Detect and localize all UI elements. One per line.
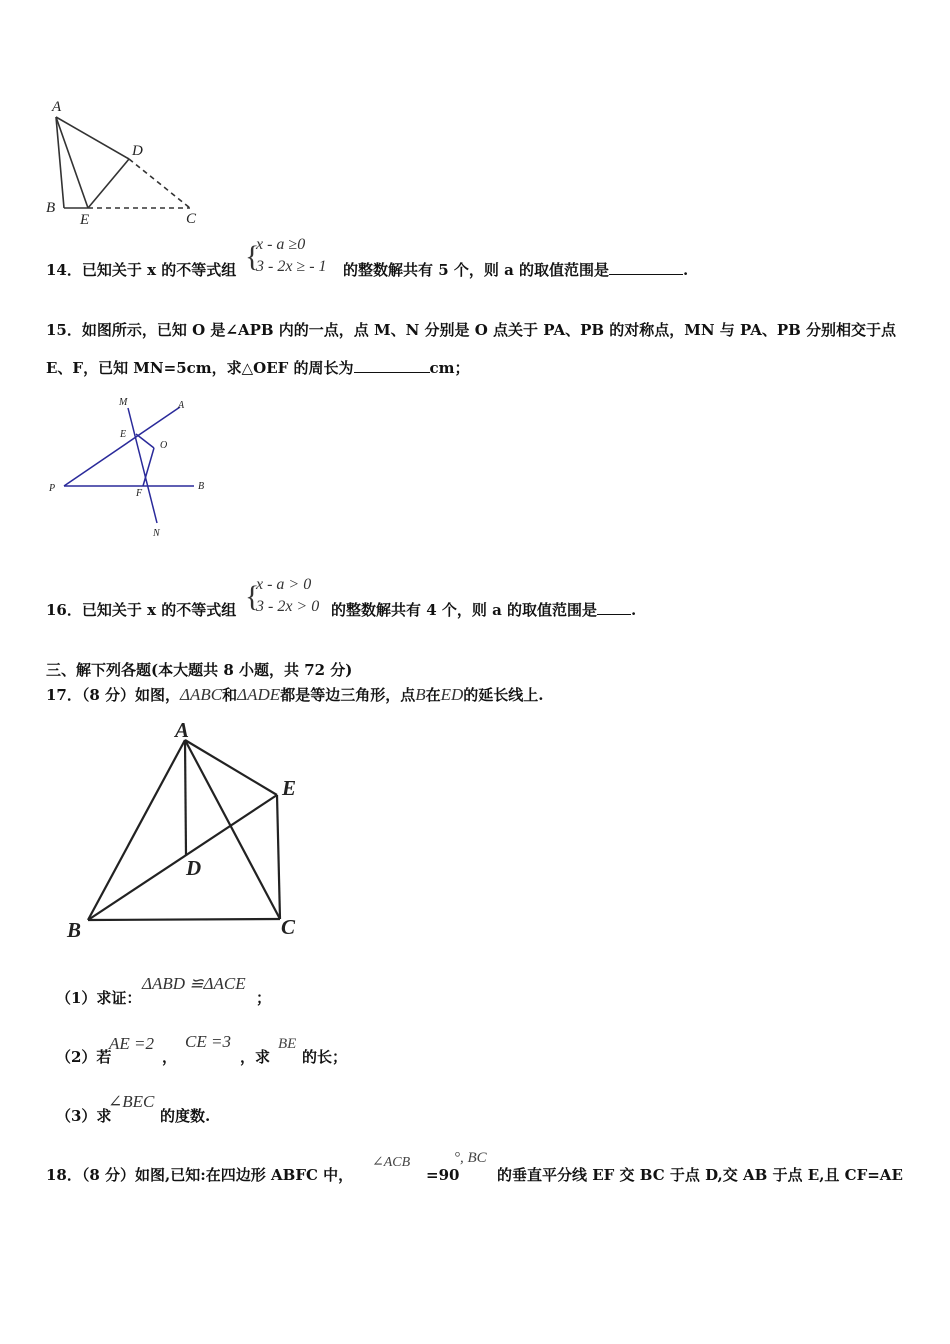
fig13-label-C: C [186,211,197,227]
q17-text-3: 在 [425,686,441,704]
q17-prefix: 17．（8 分）如图， [46,686,181,704]
fig15-label-E: E [120,429,127,440]
q17-p1-prefix: （1）求证： [56,989,142,1007]
q17-p2-sep: ， [162,1048,178,1066]
answer-blank-q15[interactable] [354,358,430,373]
q14-system-line-2: 3 - 2x ≥ - 1 [256,258,327,275]
fig15-label-P: P [49,483,56,494]
fig17-label-B: B [67,918,82,942]
q17-text-1: 和 [222,686,238,704]
q17-p1-end: ； [256,989,272,1007]
answer-blank-q16[interactable] [597,600,631,615]
q17-p3-end: 的度数. [160,1107,211,1125]
q16-end: . [631,601,637,619]
answer-blank-q14[interactable] [609,260,683,275]
fig17-label-A: A [175,718,190,742]
figure-q13 [40,95,210,230]
inequality-system-q16 [256,572,319,620]
inequality-system-q14 [256,232,327,280]
fig13-label-B: B [46,200,56,216]
q17-p3-math: ∠BEC [108,1092,155,1111]
fig17-label-C: C [281,915,296,939]
fig13-label-D: D [132,143,143,159]
fig15-label-O: O [160,440,168,451]
q17-math-b: B [415,685,426,704]
fig13-label-E: E [80,212,90,228]
q17-p2-mid: ，求 [240,1048,271,1066]
q14-system-line-1: x - a ≥0 [256,236,306,253]
figure-q15 [40,390,220,545]
q16-system-line-1: x - a > 0 [256,576,312,593]
q16-prefix: 16．已知关于 x 的不等式组 [46,601,237,619]
system-brace-q14: { [245,240,260,273]
q17-text-4: 的延长线上. [463,686,544,704]
q17-math-abc: ΔABC [180,685,223,704]
fig15-label-A: A [178,400,185,411]
q17-math-ade: ΔADE [237,685,281,704]
fig15-label-F: F [136,488,143,499]
q17-p2-math-ae: AE =2 [109,1034,154,1053]
q18-prefix: 18．（8 分）如图,已知:在四边形 ABFC 中， [46,1166,354,1184]
fig15-label-B: B [198,481,205,492]
q17-text-2: 都是等边三角形，点 [280,686,416,704]
q14-end: . [683,261,689,279]
q16-system-line-2: 3 - 2x > 0 [256,598,320,615]
q18-suffix: 的垂直平分线 EF 交 BC 于点 D,交 AB 于点 E,且 CF=AE [497,1166,903,1184]
q18-math-bc: °, BC [454,1150,487,1166]
fig13-label-A: A [52,99,62,115]
q18-text-90: =90 [426,1166,460,1184]
q15-line-1: 15．如图所示，已知 O 是∠APB 内的一点，点 M、N 分别是 O 点关于 PA、PB 的对称点，MN 与 PA、PB 分别相交于点 [46,321,897,339]
fig17-label-D: D [186,856,202,880]
q14-suffix: 的整数解共有 5 个，则 a 的取值范围是 [343,261,610,279]
q17-math-ed: ED [440,685,464,704]
q17-p1-math: ΔABD ≌ΔACE [142,974,246,993]
q15-line-2-suffix: cm； [429,359,470,377]
fig15-label-N: N [153,528,160,539]
q17-p2-math-ce: CE =3 [185,1032,231,1051]
system-brace-q16: { [245,580,260,613]
q16-suffix: 的整数解共有 4 个，则 a 的取值范围是 [331,601,598,619]
section-3-title: 三、解下列各题(本大题共 8 小题，共 72 分) [46,661,353,679]
figure-q17 [55,715,345,945]
q17-p2-math-be: BE [278,1036,297,1052]
q18-math-acb: ∠ACB [372,1155,411,1170]
fig15-label-M: M [119,397,128,408]
q15-line-2-prefix: E、F，已知 MN=5cm，求△OEF 的周长为 [46,359,354,377]
fig17-label-E: E [282,776,297,800]
q17-p2-prefix: （2）若 [56,1048,112,1066]
q14-prefix: 14．已知关于 x 的不等式组 [46,261,237,279]
q17-p2-end: 的长； [302,1048,348,1066]
q17-p3-prefix: （3）求 [56,1107,112,1125]
